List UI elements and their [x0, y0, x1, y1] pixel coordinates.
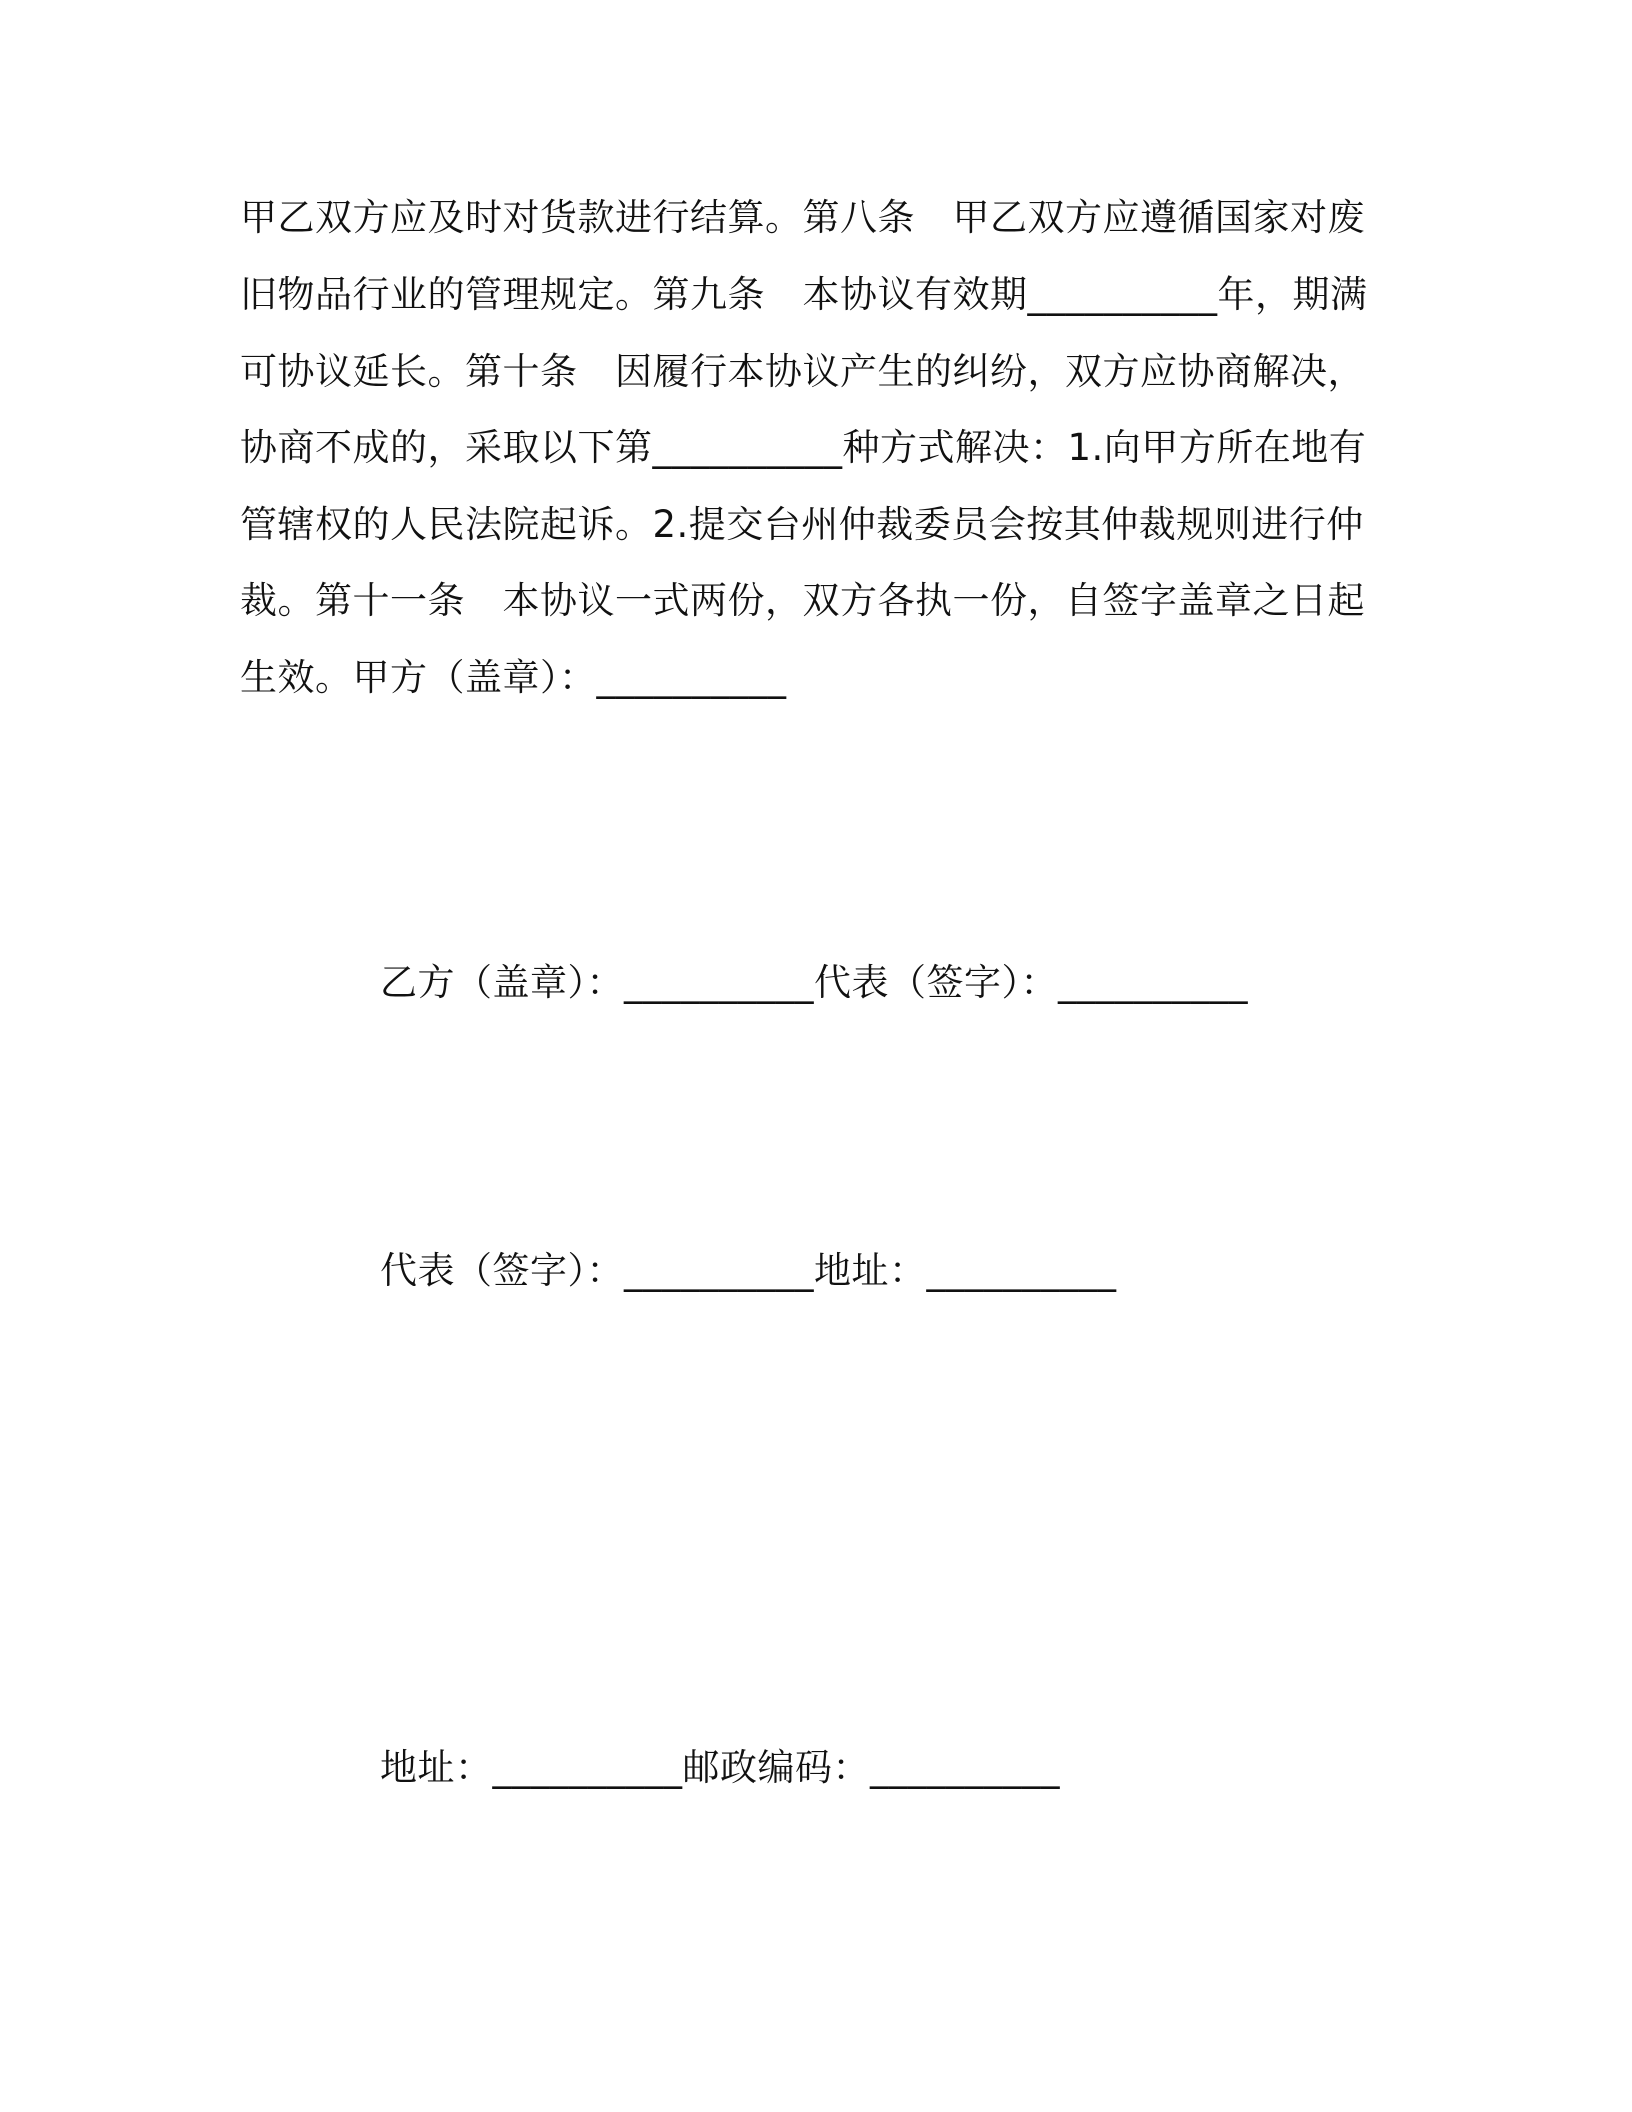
body-line-2: 旧物品行业的管理规定。第九条 本协议有效期__________年，期满 [240, 273, 1368, 316]
body-line-7: 生效。甲方（盖章）：__________ [240, 656, 787, 699]
body-line-3: 可协议延长。第十条 因履行本协议产生的纠纷，双方应协商解决， [240, 350, 1365, 393]
body-line-1: 甲乙双方应及时对货款进行结算。第八条 甲乙双方应遵循国家对废 [240, 196, 1365, 239]
signature-line-address: 地址：__________邮政编码：__________ [380, 1746, 1060, 1789]
body-line-6: 裁。第十一条 本协议一式两份，双方各执一份，自签字盖章之日起 [240, 579, 1365, 622]
body-line-5: 管辖权的人民法院起诉。2.提交台州仲裁委员会按其仲裁规则进行仲 [240, 503, 1364, 546]
body-line-4: 协商不成的，采取以下第__________种方式解决：1.向甲方所在地有 [240, 426, 1367, 469]
signature-line-representative: 代表（签字）：__________地址：__________ [380, 1249, 1117, 1292]
signature-line-party-b: 乙方（盖章）：__________代表（签字）：__________ [380, 961, 1248, 1004]
